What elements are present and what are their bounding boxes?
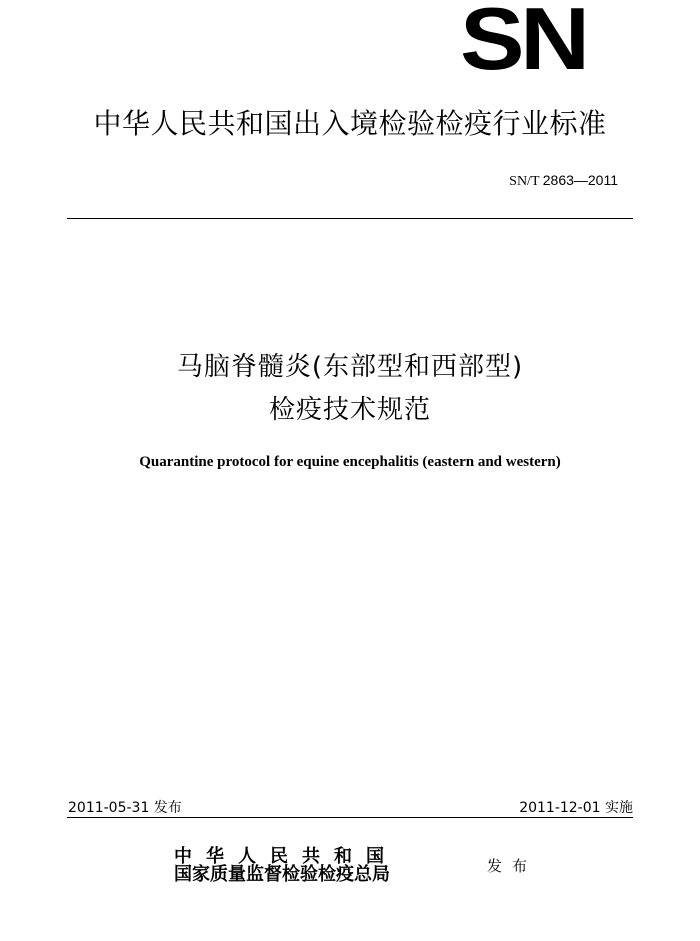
standard-number [509,172,618,190]
implementation-date: 2011-12-01 实施 [519,800,633,816]
top-divider [67,218,633,219]
issue-date: 2011-05-31 发布 [68,800,182,816]
bottom-divider [67,817,633,818]
english-title: Quarantine protocol for equine encephalitis (eastern and western) [139,454,561,470]
publish-label: 发布 [487,857,538,875]
document-title-line-1: 马脑脊髓炎(东部型和西部型) [176,352,524,382]
sn-logo: SN [460,0,586,88]
document-title-line-2: 检疫技术规范 [268,395,431,425]
standard-number-value: 2863—2011 [542,172,618,188]
issuer-name-line-1: 中华人民共和国 [174,846,398,866]
standard-number-prefix: SN/T [509,174,543,189]
issuer-name-line-2: 国家质量监督检验检疫总局 [174,864,390,884]
industry-standard-title: 中华人民共和国出入境检验检疫行业标准 [93,107,607,140]
